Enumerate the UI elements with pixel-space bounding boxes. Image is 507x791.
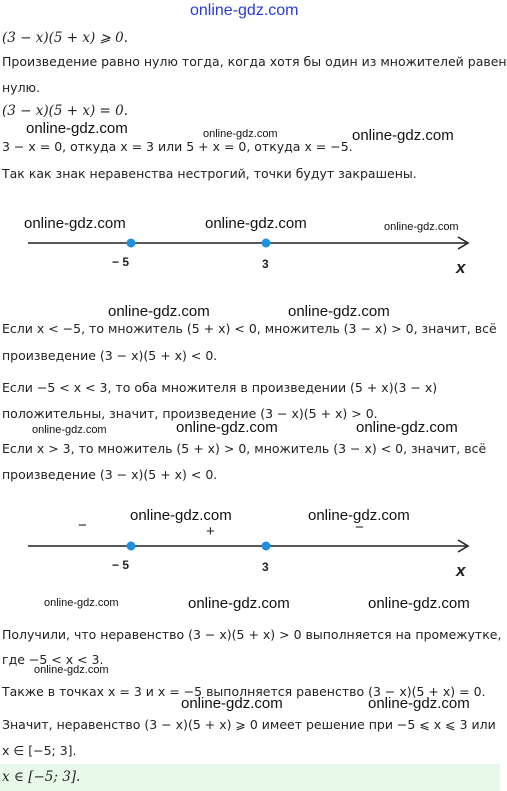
text-line: положительны, значит, произведение (3 − x)(5 + x) > 0.	[2, 406, 378, 421]
text-line: Если x > 3, то множитель (5 + x) > 0, множитель (3 − x) < 0, значит, всё	[2, 441, 487, 456]
watermark: online-gdz.com	[368, 595, 470, 612]
number-line-2	[0, 517, 500, 588]
label-minus-5: − 5	[112, 255, 130, 269]
sign-plus: +	[206, 523, 215, 540]
watermark: online-gdz.com	[308, 507, 410, 524]
sign-minus-right: −	[355, 519, 364, 536]
axis-var: x	[456, 258, 466, 277]
axis-var: x	[456, 561, 466, 580]
watermark: online-gdz.com	[384, 221, 459, 233]
watermark: online-gdz.com	[205, 215, 307, 232]
watermark: online-gdz.com	[188, 595, 290, 612]
label-minus-5: − 5	[112, 558, 130, 572]
watermark: online-gdz.com	[288, 303, 390, 320]
point-3	[262, 542, 271, 551]
text-line: Также в точках x = 3 и x = −5 выполняется равенство (3 − x)(5 + x) = 0.	[2, 684, 486, 699]
label-3: 3	[262, 560, 269, 574]
text-line: произведение (3 − x)(5 + x) < 0.	[2, 348, 218, 363]
text-line: Получили, что неравенство (3 − x)(5 + x) > 0 выполняется на промежутке,	[2, 627, 502, 642]
answer-box	[0, 764, 500, 791]
watermark: online-gdz.com	[24, 215, 126, 232]
watermark: online-gdz.com	[176, 419, 278, 436]
text-line: 3 − x = 0, откуда x = 3 или 5 + x = 0, откуда x = −5.	[2, 139, 353, 154]
text-line: Значит, неравенство (3 − x)(5 + x) ⩾ 0 имеет решение при −5 ⩽ x ⩽ 3 или	[2, 717, 496, 732]
label-3: 3	[262, 257, 269, 271]
watermark: online-gdz.com	[108, 303, 210, 320]
point-3	[262, 239, 271, 248]
watermark: online-gdz.com	[34, 664, 109, 676]
watermark: online-gdz.com	[44, 597, 119, 609]
watermark: online-gdz.com	[130, 507, 232, 524]
watermark: online-gdz.com	[32, 424, 107, 436]
watermark: online-gdz.com	[352, 127, 454, 144]
answer-text: x ∈ [−5; 3].	[2, 769, 81, 785]
watermark: online-gdz.com	[26, 120, 128, 137]
text-line: (3 − x)(5 + x) ⩾ 0.	[2, 30, 129, 46]
site-header-logo[interactable]: online-gdz.com	[190, 2, 299, 19]
text-line: где −5 < x < 3.	[2, 652, 104, 667]
text-line: нулю.	[2, 80, 41, 95]
watermark: online-gdz.com	[368, 695, 470, 712]
watermark: online-gdz.com	[203, 128, 278, 140]
sign-minus-left: −	[78, 517, 87, 534]
number-line-1	[0, 225, 500, 285]
text-line: Если −5 < x < 3, то оба множителя в произведении (5 + x)(3 − x)	[2, 380, 438, 395]
point-minus-5	[127, 542, 136, 551]
text-line: произведение (3 − x)(5 + x) < 0.	[2, 467, 218, 482]
watermark: online-gdz.com	[181, 695, 283, 712]
text-line: (3 − x)(5 + x) = 0.	[2, 103, 129, 119]
text-line: Произведение равно нулю тогда, когда хотя бы один из множителей равен	[2, 54, 507, 69]
text-line: x ∈ [−5; 3].	[2, 743, 77, 758]
point-minus-5	[127, 239, 136, 248]
text-line: Так как знак неравенства нестрогий, точки будут закрашены.	[2, 166, 417, 181]
watermark: online-gdz.com	[356, 419, 458, 436]
text-line: Если x < −5, то множитель (5 + x) < 0, множитель (3 − x) > 0, значит, всё	[2, 321, 497, 336]
